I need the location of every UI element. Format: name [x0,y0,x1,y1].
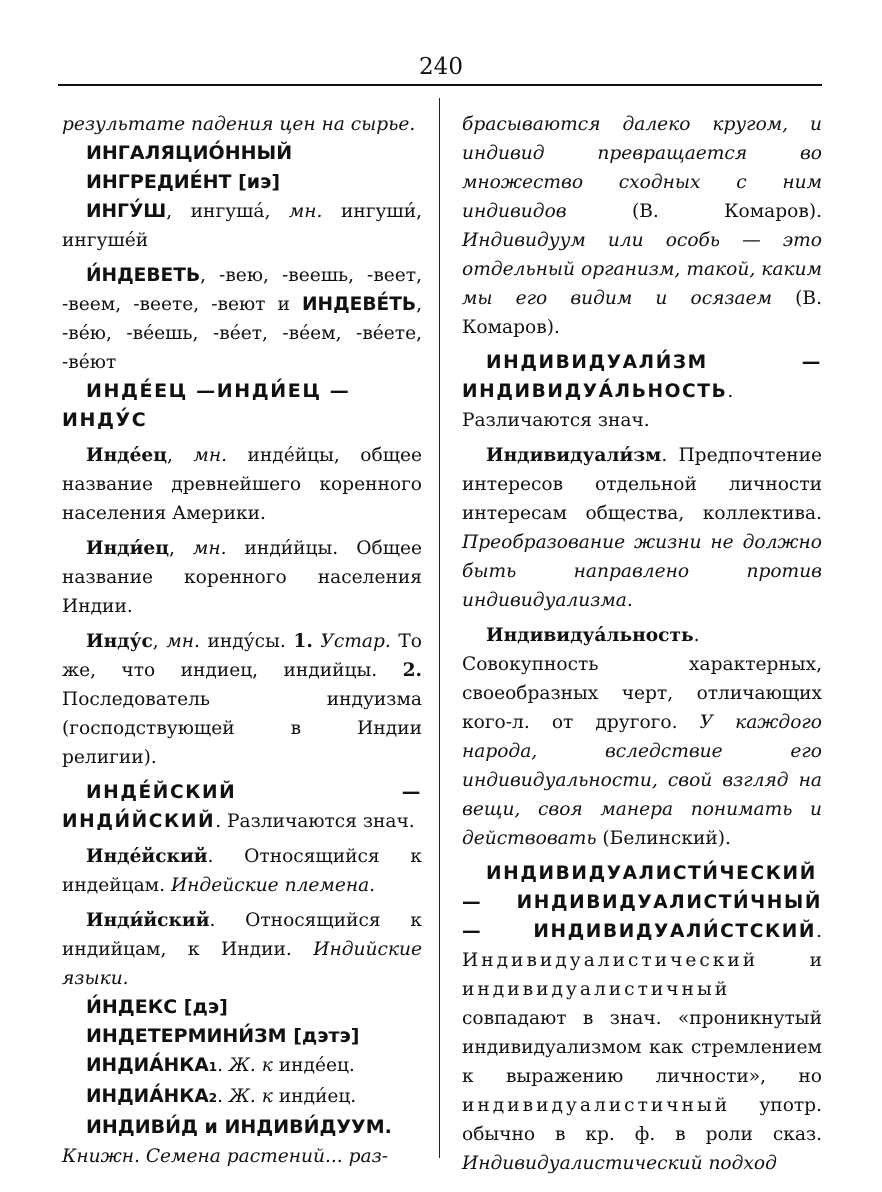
text: ингуши́, ингуше́й [62,201,422,251]
text: (В. Комаров). [566,201,822,222]
text: . Различаются знач. [462,381,734,431]
text: , -вею, -веешь, -веет, -веем, -веете, -веют и [62,265,422,315]
abbr: Устар. [320,631,391,652]
headword: ИНДИА́НКА [86,1055,209,1076]
text: . Совокупность характерных, своеобразных черт, отличающих кого-л. от другого. [462,625,822,733]
headword: ИНДИА́НКА [86,1086,209,1107]
header-rule [58,84,822,86]
text: , [166,445,194,466]
example: Индивидуум или особь — это отдельный организм, такой, каким мы его видим и осязаем [462,230,822,309]
abbr: Ж. к [228,1086,273,1107]
headword: Инде́ец [86,445,167,466]
headword-indeks: И́НДЕКС [дэ] [86,996,228,1018]
text: , -ве́ю, -ве́ешь, -ве́ет, -ве́ем, -ве́ете, -ве́ют [62,294,422,373]
headword: И́НДЕВЕТЬ [86,265,201,286]
column-divider [439,98,440,1158]
text: . Предпочтение интересов отдельной личности интересам общества, коллектива. [462,445,822,524]
entry-indianka-1 [62,1051,422,1082]
text: употр. обычно в кр. ф. в роли сказ. [462,1095,822,1145]
spaced-term: индивидуалистичный [462,1095,731,1116]
text: . [217,1086,229,1107]
headword: ИНГУ́Ш [86,201,167,222]
text: (В. Комаров). [462,288,822,338]
text: совпадают в знач. «проникнутый индивидуализмом как стремлением к выражению личности», но [462,1008,822,1087]
left-column [62,110,422,1171]
example: Индийские языки. [62,939,422,989]
headword: Инди́ец [86,538,169,559]
headword: ИНДИВИДУАЛИ́ЗМ — ИНДИВИДУА́ЛЬНОСТЬ [462,352,822,402]
text: То же, что индиец, индийцы. [62,631,423,681]
entry-individ-def: Книжн. Семена растений... раз- [62,1146,388,1167]
headword: Инде́йский [86,846,208,867]
headword-ingredient: ИНГРЕДИЕ́НТ [иэ] [86,171,281,193]
entry-individualizm [462,348,822,435]
entry-continuation: результате падения цен на сырье. [62,114,416,135]
entry-ingush [62,197,422,255]
sense-number: 2. [402,660,422,681]
headword: ИНДИВИДУАЛИСТИ́ЧЕСКИЙ — ИНДИВИДУАЛИСТИ́ЧНЫЙ — ИНДИВИДУАЛИ́СТСКИЙ [462,863,822,942]
text: инде́йцы, общее название древнейшего коренного населения Америки. [62,445,422,524]
headword-indeterminizm: ИНДЕТЕРМИНИ́ЗМ [дэтэ] [86,1025,360,1047]
text: инди́ец. [272,1086,357,1107]
text: инду́сы. [199,631,294,652]
sense-number: 1. [293,631,313,652]
text: . [816,921,822,942]
text: , [152,631,167,652]
example: Индивидуалистический подход [462,1153,777,1174]
text: Последователь индуизма (господствующей в Индии религии). [62,689,422,768]
entry-indeysky-def [62,842,422,900]
entry-individualizm-def [462,441,822,615]
text: . [217,1055,229,1076]
entry-individualnost-def [462,621,822,853]
text: инди́йцы. Общее название коренного населения Индии. [62,538,422,617]
headword: Инди́йский [86,910,210,931]
text: инде́ец. [272,1055,355,1076]
example: Индейские племена. [170,875,376,896]
text: . Относящийся к индейцам. [62,846,422,896]
page-number: 240 [419,54,463,80]
headword: ИНДЕ́ЙСКИЙ — ИНДИ́ЙСКИЙ [62,782,422,832]
headword: Индивидуали́зм [486,445,662,466]
text: , ингуша́, [166,201,289,222]
abbr: мн. [192,538,227,559]
homonym-index: 1 [208,1060,218,1074]
text: , [168,538,193,559]
example: Преобразование жизни не должно быть направлено против индивидуализма. [462,532,822,611]
headword-indeets: ИНДЕ́ЕЦ —ИНДИ́ЕЦ —ИНДУ́С [62,380,351,431]
text: и [758,950,822,971]
entry-indiysky-def [62,906,422,993]
spaced-term: Индивидуалистический [462,950,759,971]
abbr: мн. [288,201,323,222]
headword-individ: ИНДИВИ́Д и ИНДИВИ́ДУУМ. [86,1116,392,1138]
entry-indeysky [62,778,422,836]
entry-indus [62,627,422,772]
entry-indianka-2 [62,1082,422,1113]
right-column [462,110,822,1178]
abbr: мн. [193,445,227,466]
text: . Различаются знач. [215,811,415,832]
entry-indiets [62,534,422,621]
headword: Индивидуа́льность [486,625,694,646]
entry-indevet [62,261,422,377]
headword: Инду́с [86,631,153,652]
example: У каждого народа, вследствие его индивидуальности, свой взгляд на вещи, своя манера понимать и действовать [462,712,822,849]
homonym-index: 2 [208,1091,218,1105]
entry-indeets [62,441,422,528]
entry-individualistichesky [462,859,822,1178]
entry-individ-continuation [462,110,822,342]
spaced-term: индивидуалистичный [462,979,731,1000]
abbr: Ж. к [228,1055,273,1076]
abbr: мн. [166,631,200,652]
text: . Относящийся к индийцам, к Индии. [62,910,422,960]
text: (Белинский). [596,828,731,849]
headword-ingalyatsionny: ИНГАЛЯЦИО́ННЫЙ [86,142,293,164]
headword: ИНДЕВЕ́ТЬ [301,294,417,315]
example: брасываются далеко кругом, и индивид превращается во множество сходных с ним индивидов [462,114,822,222]
